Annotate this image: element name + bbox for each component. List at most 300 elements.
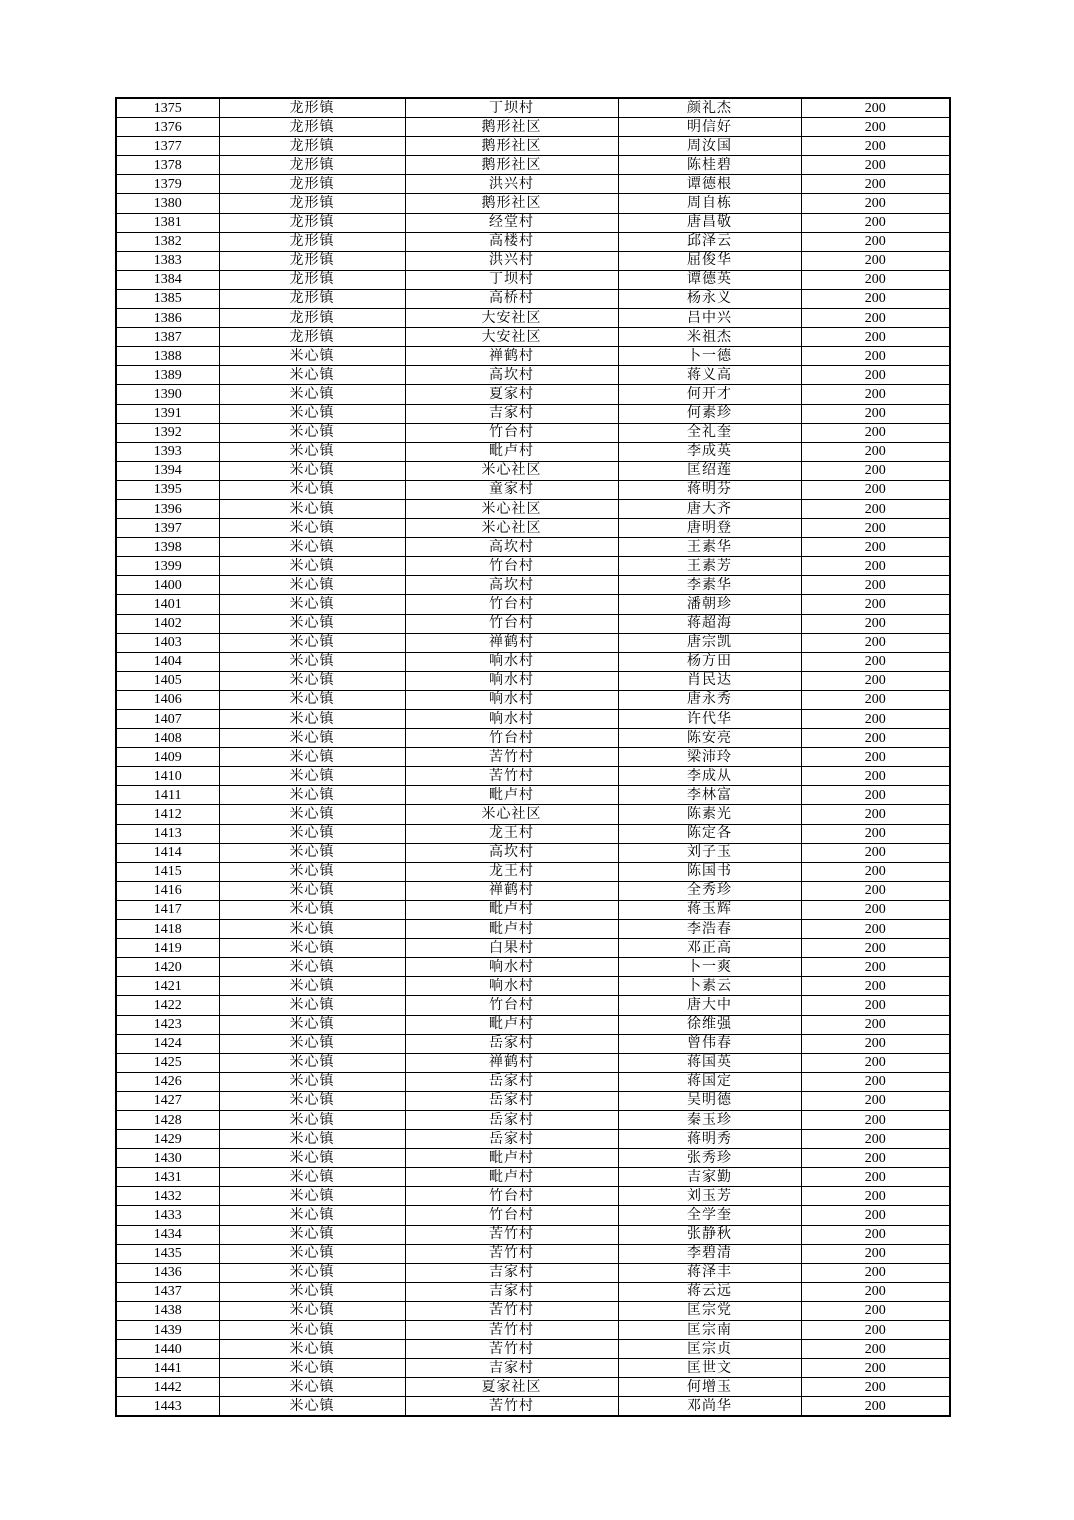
table-row <box>116 1015 950 1034</box>
amount-cell: 200 <box>801 251 950 270</box>
person-name-cell: 匡世文 <box>618 1359 801 1378</box>
table-row <box>116 480 950 499</box>
village-cell: 毗卢村 <box>405 786 618 805</box>
person-name-cell: 全秀珍 <box>618 881 801 900</box>
amount-cell: 200 <box>801 1053 950 1072</box>
village-cell: 洪兴村 <box>405 251 618 270</box>
person-name-cell: 唐昌敬 <box>618 213 801 232</box>
amount-cell: 200 <box>801 1130 950 1149</box>
town-cell: 米心镇 <box>219 824 405 843</box>
town-cell: 米心镇 <box>219 576 405 595</box>
row-number-cell: 1425 <box>116 1053 219 1072</box>
table-row <box>116 595 950 614</box>
village-cell: 米心社区 <box>405 519 618 538</box>
town-cell: 米心镇 <box>219 633 405 652</box>
town-cell: 米心镇 <box>219 1034 405 1053</box>
amount-cell: 200 <box>801 404 950 423</box>
person-name-cell: 陈素光 <box>618 805 801 824</box>
town-cell: 米心镇 <box>219 1130 405 1149</box>
town-cell: 米心镇 <box>219 1053 405 1072</box>
town-cell: 米心镇 <box>219 1397 405 1417</box>
subsidy-list-table <box>115 97 951 1417</box>
town-cell: 米心镇 <box>219 1091 405 1110</box>
row-number-cell: 1428 <box>116 1110 219 1129</box>
row-number-cell: 1395 <box>116 480 219 499</box>
town-cell: 米心镇 <box>219 366 405 385</box>
town-cell: 龙形镇 <box>219 213 405 232</box>
town-cell: 米心镇 <box>219 690 405 709</box>
town-cell: 米心镇 <box>219 1282 405 1301</box>
town-cell: 米心镇 <box>219 958 405 977</box>
row-number-cell: 1404 <box>116 652 219 671</box>
row-number-cell: 1410 <box>116 767 219 786</box>
amount-cell: 200 <box>801 156 950 175</box>
table-row <box>116 1130 950 1149</box>
amount-cell: 200 <box>801 289 950 308</box>
amount-cell: 200 <box>801 1244 950 1263</box>
amount-cell: 200 <box>801 786 950 805</box>
village-cell: 岳家村 <box>405 1130 618 1149</box>
town-cell: 米心镇 <box>219 614 405 633</box>
village-cell: 毗卢村 <box>405 1168 618 1187</box>
table-row <box>116 289 950 308</box>
table-row <box>116 499 950 518</box>
table-row <box>116 194 950 213</box>
amount-cell: 200 <box>801 366 950 385</box>
person-name-cell: 蒋国英 <box>618 1053 801 1072</box>
village-cell: 吉家村 <box>405 1263 618 1282</box>
amount-cell: 200 <box>801 633 950 652</box>
town-cell: 米心镇 <box>219 786 405 805</box>
table-row <box>116 137 950 156</box>
town-cell: 龙形镇 <box>219 289 405 308</box>
amount-cell: 200 <box>801 805 950 824</box>
amount-cell: 200 <box>801 1015 950 1034</box>
town-cell: 米心镇 <box>219 595 405 614</box>
amount-cell: 200 <box>801 1206 950 1225</box>
table-row <box>116 786 950 805</box>
village-cell: 大安社区 <box>405 328 618 347</box>
table-row <box>116 1072 950 1091</box>
table-row <box>116 1397 950 1417</box>
village-cell: 响水村 <box>405 977 618 996</box>
amount-cell: 200 <box>801 499 950 518</box>
town-cell: 龙形镇 <box>219 118 405 137</box>
table-row <box>116 920 950 939</box>
row-number-cell: 1400 <box>116 576 219 595</box>
person-name-cell: 何开才 <box>618 385 801 404</box>
person-name-cell: 许代华 <box>618 710 801 729</box>
table-row <box>116 748 950 767</box>
person-name-cell: 蒋明秀 <box>618 1130 801 1149</box>
row-number-cell: 1414 <box>116 843 219 862</box>
amount-cell: 200 <box>801 1072 950 1091</box>
row-number-cell: 1397 <box>116 519 219 538</box>
town-cell: 米心镇 <box>219 519 405 538</box>
village-cell: 毗卢村 <box>405 1149 618 1168</box>
person-name-cell: 唐宗凯 <box>618 633 801 652</box>
village-cell: 禅鹤村 <box>405 347 618 366</box>
town-cell: 米心镇 <box>219 538 405 557</box>
person-name-cell: 吉家勤 <box>618 1168 801 1187</box>
amount-cell: 200 <box>801 862 950 881</box>
village-cell: 毗卢村 <box>405 442 618 461</box>
town-cell: 米心镇 <box>219 710 405 729</box>
table-row <box>116 958 950 977</box>
table-row <box>116 576 950 595</box>
row-number-cell: 1382 <box>116 232 219 251</box>
row-number-cell: 1435 <box>116 1244 219 1263</box>
town-cell: 龙形镇 <box>219 175 405 194</box>
person-name-cell: 梁沛玲 <box>618 748 801 767</box>
village-cell: 禅鹤村 <box>405 881 618 900</box>
row-number-cell: 1416 <box>116 881 219 900</box>
row-number-cell: 1384 <box>116 270 219 289</box>
village-cell: 米心社区 <box>405 805 618 824</box>
row-number-cell: 1419 <box>116 939 219 958</box>
amount-cell: 200 <box>801 996 950 1015</box>
village-cell: 苦竹村 <box>405 1244 618 1263</box>
amount-cell: 200 <box>801 1091 950 1110</box>
table-row <box>116 633 950 652</box>
town-cell: 米心镇 <box>219 1206 405 1225</box>
town-cell: 米心镇 <box>219 939 405 958</box>
row-number-cell: 1396 <box>116 499 219 518</box>
person-name-cell: 卜素云 <box>618 977 801 996</box>
row-number-cell: 1427 <box>116 1091 219 1110</box>
village-cell: 丁坝村 <box>405 270 618 289</box>
table-row <box>116 557 950 576</box>
amount-cell: 200 <box>801 194 950 213</box>
person-name-cell: 蒋泽丰 <box>618 1263 801 1282</box>
table-row <box>116 404 950 423</box>
amount-cell: 200 <box>801 690 950 709</box>
table-row <box>116 519 950 538</box>
table-row <box>116 175 950 194</box>
village-cell: 竹台村 <box>405 614 618 633</box>
village-cell: 龙王村 <box>405 862 618 881</box>
table-row <box>116 213 950 232</box>
row-number-cell: 1403 <box>116 633 219 652</box>
table-row <box>116 270 950 289</box>
village-cell: 鹅形社区 <box>405 118 618 137</box>
village-cell: 苦竹村 <box>405 767 618 786</box>
town-cell: 米心镇 <box>219 920 405 939</box>
row-number-cell: 1432 <box>116 1187 219 1206</box>
town-cell: 米心镇 <box>219 1168 405 1187</box>
town-cell: 米心镇 <box>219 499 405 518</box>
village-cell: 高坎村 <box>405 576 618 595</box>
person-name-cell: 李林富 <box>618 786 801 805</box>
amount-cell: 200 <box>801 1321 950 1340</box>
village-cell: 竹台村 <box>405 1206 618 1225</box>
town-cell: 米心镇 <box>219 767 405 786</box>
village-cell: 苦竹村 <box>405 748 618 767</box>
person-name-cell: 肖民达 <box>618 671 801 690</box>
row-number-cell: 1389 <box>116 366 219 385</box>
table-row <box>116 1149 950 1168</box>
town-cell: 米心镇 <box>219 729 405 748</box>
row-number-cell: 1405 <box>116 671 219 690</box>
row-number-cell: 1417 <box>116 900 219 919</box>
village-cell: 经堂村 <box>405 213 618 232</box>
village-cell: 岳家村 <box>405 1034 618 1053</box>
table-row <box>116 1244 950 1263</box>
village-cell: 鹅形社区 <box>405 156 618 175</box>
row-number-cell: 1438 <box>116 1301 219 1320</box>
table-row <box>116 232 950 251</box>
village-cell: 大安社区 <box>405 309 618 328</box>
row-number-cell: 1398 <box>116 538 219 557</box>
village-cell: 鹅形社区 <box>405 137 618 156</box>
village-cell: 高桥村 <box>405 289 618 308</box>
table-row <box>116 652 950 671</box>
person-name-cell: 蒋玉辉 <box>618 900 801 919</box>
row-number-cell: 1433 <box>116 1206 219 1225</box>
table-row <box>116 710 950 729</box>
row-number-cell: 1429 <box>116 1130 219 1149</box>
amount-cell: 200 <box>801 118 950 137</box>
person-name-cell: 蒋国定 <box>618 1072 801 1091</box>
village-cell: 苦竹村 <box>405 1340 618 1359</box>
table-row <box>116 347 950 366</box>
town-cell: 米心镇 <box>219 1110 405 1129</box>
person-name-cell: 杨方田 <box>618 652 801 671</box>
table-row <box>116 862 950 881</box>
person-name-cell: 李碧清 <box>618 1244 801 1263</box>
amount-cell: 200 <box>801 1225 950 1244</box>
village-cell: 高坎村 <box>405 538 618 557</box>
table-row <box>116 1282 950 1301</box>
amount-cell: 200 <box>801 1359 950 1378</box>
village-cell: 夏家社区 <box>405 1378 618 1397</box>
village-cell: 响水村 <box>405 710 618 729</box>
village-cell: 竹台村 <box>405 996 618 1015</box>
person-name-cell: 全学奎 <box>618 1206 801 1225</box>
town-cell: 龙形镇 <box>219 309 405 328</box>
person-name-cell: 屈俊华 <box>618 251 801 270</box>
amount-cell: 200 <box>801 1340 950 1359</box>
row-number-cell: 1424 <box>116 1034 219 1053</box>
row-number-cell: 1441 <box>116 1359 219 1378</box>
row-number-cell: 1394 <box>116 461 219 480</box>
person-name-cell: 陈定各 <box>618 824 801 843</box>
row-number-cell: 1393 <box>116 442 219 461</box>
row-number-cell: 1378 <box>116 156 219 175</box>
table-row <box>116 423 950 442</box>
village-cell: 响水村 <box>405 958 618 977</box>
table-row <box>116 1378 950 1397</box>
person-name-cell: 蒋云远 <box>618 1282 801 1301</box>
village-cell: 夏家村 <box>405 385 618 404</box>
village-cell: 响水村 <box>405 671 618 690</box>
row-number-cell: 1409 <box>116 748 219 767</box>
table-row <box>116 385 950 404</box>
row-number-cell: 1375 <box>116 98 219 118</box>
row-number-cell: 1413 <box>116 824 219 843</box>
table-row <box>116 729 950 748</box>
town-cell: 米心镇 <box>219 805 405 824</box>
amount-cell: 200 <box>801 576 950 595</box>
amount-cell: 200 <box>801 900 950 919</box>
town-cell: 米心镇 <box>219 996 405 1015</box>
town-cell: 米心镇 <box>219 652 405 671</box>
town-cell: 米心镇 <box>219 1225 405 1244</box>
person-name-cell: 何素珍 <box>618 404 801 423</box>
town-cell: 米心镇 <box>219 461 405 480</box>
table-row <box>116 251 950 270</box>
person-name-cell: 王素华 <box>618 538 801 557</box>
row-number-cell: 1422 <box>116 996 219 1015</box>
row-number-cell: 1380 <box>116 194 219 213</box>
amount-cell: 200 <box>801 98 950 118</box>
person-name-cell: 张秀珍 <box>618 1149 801 1168</box>
village-cell: 米心社区 <box>405 499 618 518</box>
row-number-cell: 1408 <box>116 729 219 748</box>
row-number-cell: 1426 <box>116 1072 219 1091</box>
village-cell: 高楼村 <box>405 232 618 251</box>
amount-cell: 200 <box>801 461 950 480</box>
person-name-cell: 唐明登 <box>618 519 801 538</box>
amount-cell: 200 <box>801 557 950 576</box>
village-cell: 竹台村 <box>405 1187 618 1206</box>
row-number-cell: 1431 <box>116 1168 219 1187</box>
village-cell: 苦竹村 <box>405 1397 618 1417</box>
row-number-cell: 1386 <box>116 309 219 328</box>
table-row <box>116 1340 950 1359</box>
person-name-cell: 吴明德 <box>618 1091 801 1110</box>
village-cell: 白果村 <box>405 939 618 958</box>
amount-cell: 200 <box>801 480 950 499</box>
amount-cell: 200 <box>801 1282 950 1301</box>
table-row <box>116 881 950 900</box>
row-number-cell: 1392 <box>116 423 219 442</box>
row-number-cell: 1440 <box>116 1340 219 1359</box>
table-row <box>116 1187 950 1206</box>
table-row <box>116 366 950 385</box>
row-number-cell: 1442 <box>116 1378 219 1397</box>
village-cell: 岳家村 <box>405 1072 618 1091</box>
table-row <box>116 461 950 480</box>
town-cell: 龙形镇 <box>219 251 405 270</box>
amount-cell: 200 <box>801 958 950 977</box>
amount-cell: 200 <box>801 843 950 862</box>
village-cell: 毗卢村 <box>405 900 618 919</box>
person-name-cell: 李成英 <box>618 442 801 461</box>
village-cell: 苦竹村 <box>405 1301 618 1320</box>
village-cell: 吉家村 <box>405 404 618 423</box>
person-name-cell: 邱泽云 <box>618 232 801 251</box>
village-cell: 禅鹤村 <box>405 633 618 652</box>
amount-cell: 200 <box>801 1168 950 1187</box>
table-row <box>116 996 950 1015</box>
amount-cell: 200 <box>801 595 950 614</box>
town-cell: 米心镇 <box>219 1340 405 1359</box>
town-cell: 米心镇 <box>219 1244 405 1263</box>
village-cell: 童家村 <box>405 480 618 499</box>
table-row <box>116 98 950 118</box>
row-number-cell: 1434 <box>116 1225 219 1244</box>
table-row <box>116 156 950 175</box>
amount-cell: 200 <box>801 1378 950 1397</box>
town-cell: 米心镇 <box>219 900 405 919</box>
person-name-cell: 王素芳 <box>618 557 801 576</box>
village-cell: 苦竹村 <box>405 1225 618 1244</box>
town-cell: 米心镇 <box>219 1378 405 1397</box>
amount-cell: 200 <box>801 442 950 461</box>
table-row <box>116 118 950 137</box>
person-name-cell: 李成从 <box>618 767 801 786</box>
person-name-cell: 杨永义 <box>618 289 801 308</box>
amount-cell: 200 <box>801 977 950 996</box>
town-cell: 米心镇 <box>219 442 405 461</box>
village-cell: 苦竹村 <box>405 1321 618 1340</box>
table-row <box>116 671 950 690</box>
person-name-cell: 刘子玉 <box>618 843 801 862</box>
amount-cell: 200 <box>801 881 950 900</box>
row-number-cell: 1383 <box>116 251 219 270</box>
row-number-cell: 1407 <box>116 710 219 729</box>
row-number-cell: 1412 <box>116 805 219 824</box>
amount-cell: 200 <box>801 213 950 232</box>
row-number-cell: 1406 <box>116 690 219 709</box>
amount-cell: 200 <box>801 1187 950 1206</box>
person-name-cell: 张静秋 <box>618 1225 801 1244</box>
amount-cell: 200 <box>801 232 950 251</box>
person-name-cell: 秦玉珍 <box>618 1110 801 1129</box>
row-number-cell: 1437 <box>116 1282 219 1301</box>
amount-cell: 200 <box>801 748 950 767</box>
amount-cell: 200 <box>801 729 950 748</box>
amount-cell: 200 <box>801 423 950 442</box>
table-row <box>116 1225 950 1244</box>
row-number-cell: 1411 <box>116 786 219 805</box>
person-name-cell: 邓正高 <box>618 939 801 958</box>
town-cell: 米心镇 <box>219 1015 405 1034</box>
person-name-cell: 陈桂碧 <box>618 156 801 175</box>
town-cell: 龙形镇 <box>219 328 405 347</box>
person-name-cell: 何增玉 <box>618 1378 801 1397</box>
amount-cell: 200 <box>801 1110 950 1129</box>
town-cell: 米心镇 <box>219 1187 405 1206</box>
table-row <box>116 1034 950 1053</box>
row-number-cell: 1399 <box>116 557 219 576</box>
town-cell: 米心镇 <box>219 1149 405 1168</box>
table-row <box>116 1321 950 1340</box>
amount-cell: 200 <box>801 385 950 404</box>
amount-cell: 200 <box>801 175 950 194</box>
table-row <box>116 1168 950 1187</box>
person-name-cell: 卜一爽 <box>618 958 801 977</box>
person-name-cell: 谭德根 <box>618 175 801 194</box>
village-cell: 高坎村 <box>405 843 618 862</box>
table-row <box>116 1359 950 1378</box>
town-cell: 米心镇 <box>219 843 405 862</box>
amount-cell: 200 <box>801 939 950 958</box>
village-cell: 禅鹤村 <box>405 1053 618 1072</box>
village-cell: 毗卢村 <box>405 1015 618 1034</box>
village-cell: 龙王村 <box>405 824 618 843</box>
town-cell: 龙形镇 <box>219 98 405 118</box>
person-name-cell: 周汝国 <box>618 137 801 156</box>
table-row <box>116 824 950 843</box>
amount-cell: 200 <box>801 1149 950 1168</box>
village-cell: 响水村 <box>405 690 618 709</box>
row-number-cell: 1420 <box>116 958 219 977</box>
table-row <box>116 690 950 709</box>
amount-cell: 200 <box>801 328 950 347</box>
row-number-cell: 1430 <box>116 1149 219 1168</box>
